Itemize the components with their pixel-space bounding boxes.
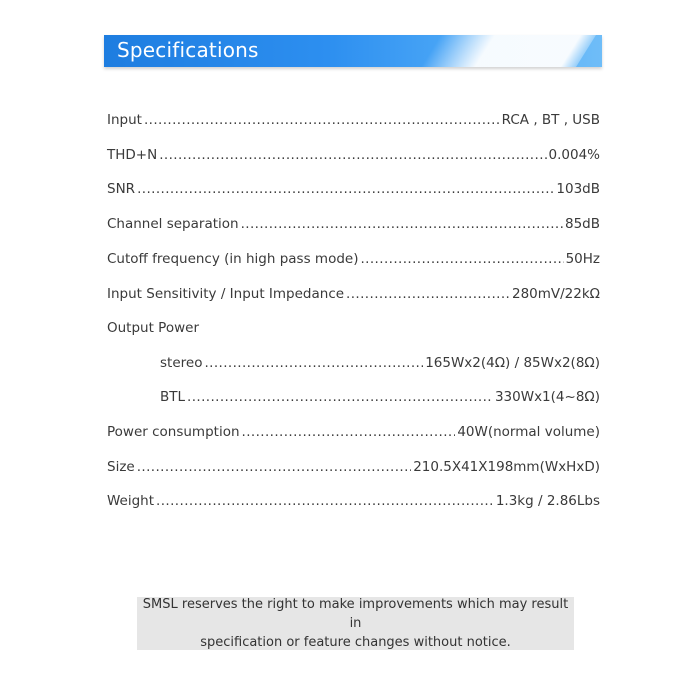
disclaimer-line-1: SMSL reserves the right to make improvements which may result in: [142, 597, 569, 631]
spec-label: stereo: [160, 355, 203, 371]
leader-dots: [204, 354, 423, 372]
leader-dots: [187, 388, 493, 406]
spec-value: 85dB: [564, 216, 600, 232]
spec-row-input-sensitivity: [107, 285, 600, 303]
spec-value: 1.3kg / 2.86Lbs: [495, 493, 600, 509]
spec-value: 330Wx1(4~8Ω): [494, 389, 600, 405]
spec-row-input: [107, 111, 600, 129]
spec-label: BTL: [160, 389, 186, 405]
spec-row-size: [107, 458, 600, 476]
disclaimer-line-2: specification or feature changes without notice.: [200, 635, 511, 650]
leader-dots: [242, 423, 456, 441]
leader-dots: [159, 146, 546, 164]
spec-value: 280mV/22kΩ: [511, 286, 600, 302]
leader-dots: [360, 250, 563, 268]
spec-row-snr: [107, 180, 600, 198]
spec-row-channel-separation: [107, 215, 600, 233]
spec-label: THD+N: [107, 147, 158, 163]
leader-dots: [241, 215, 563, 233]
output-power-heading: Output Power: [107, 320, 200, 336]
leader-dots: [144, 111, 500, 129]
spec-label: Power consumption: [107, 424, 240, 440]
spec-value: RCA , BT , USB: [501, 112, 600, 128]
leader-dots: [156, 492, 494, 510]
spec-value: 165Wx2(4Ω) / 85Wx2(8Ω): [425, 355, 600, 371]
leader-dots: [137, 458, 411, 476]
spec-label: Weight: [107, 493, 155, 509]
spec-label: Input: [107, 112, 142, 128]
leader-dots: [137, 180, 554, 198]
spec-row-thd: [107, 146, 600, 164]
spec-row-cutoff-frequency: [107, 250, 600, 268]
spec-label: Cutoff frequency (in high pass mode): [107, 251, 359, 267]
section-header-bar: [104, 35, 602, 67]
disclaimer-box: [137, 597, 574, 650]
leader-dots: [346, 285, 510, 303]
spec-row-power-consumption: [107, 423, 600, 441]
section-title: Specifications: [117, 38, 259, 62]
spec-row-btl: [160, 388, 600, 406]
spec-row-weight: [107, 492, 600, 510]
spec-value: 210.5X41X198mm(WxHxD): [413, 459, 600, 475]
spec-label: SNR: [107, 181, 136, 197]
spec-value: 50Hz: [565, 251, 600, 267]
spec-label: Size: [107, 459, 135, 475]
spec-label: Input Sensitivity / Input Impedance: [107, 286, 345, 302]
spec-value: 40W(normal volume): [457, 424, 600, 440]
spec-label: Channel separation: [107, 216, 239, 232]
spec-value: 103dB: [556, 181, 600, 197]
spec-row-stereo: [160, 354, 600, 372]
spec-value: 0.004%: [548, 147, 600, 163]
